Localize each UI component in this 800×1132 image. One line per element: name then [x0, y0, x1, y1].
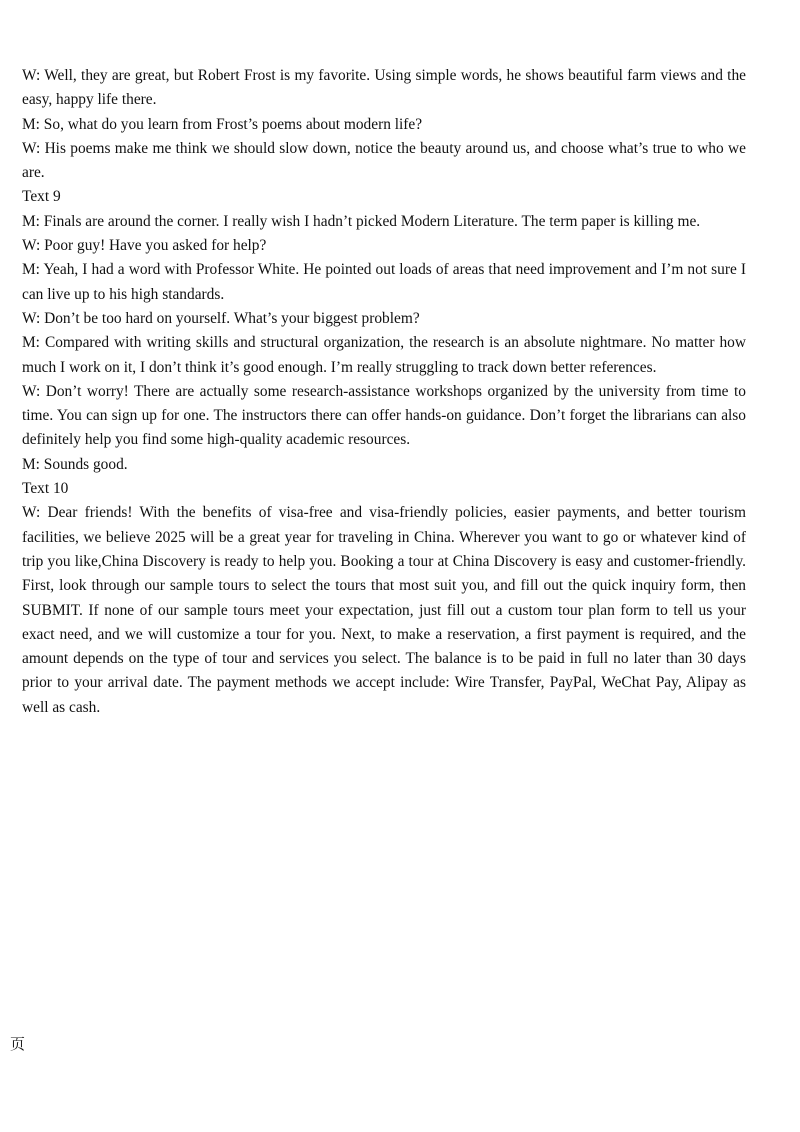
dialogue-line: W: Don’t be too hard on yourself. What’s your biggest problem? [22, 309, 420, 327]
monologue-paragraph: W: Dear friends! With the benefits of visa-free and visa-friendly policies, easier payments, and better tourism facilities, we believe 2025 will be a great year for traveling in China. Wherever you want to go or whatever kind of trip you like,China Discovery is ready to help you. Booking a tour at China Discovery is easy and customer-friendly. First, look through our sample tours to select the tours that most suit you, and fill out the quick inquiry form, then SUBMIT. If none of our sample tours meet your expectation, just fill out a custom tour plan form to tell us your exact need, and we will customize a tour for you. Next, to make a reservation, a first payment is required, and the amount depends on the type of tour and services you select. The balance is to be paid in full no later than 30 days prior to your arrival date. The payment methods we accept include: Wire Transfer, PayPal, WeChat Pay, Alipay as well as cash. [22, 504, 746, 716]
section-heading-text-9: Text 9 [22, 188, 61, 206]
dialogue-line: M: Finals are around the corner. I really wish I hadn’t picked Modern Literature. The term paper is killing me. [22, 212, 701, 230]
dialogue-line: W: His poems make me think we should slow down, notice the beauty around us, and choose what’s true to who we are. [22, 139, 746, 182]
dialogue-line: W: Don’t worry! There are actually some research-assistance workshops organized by the university from time to time. You can sign up for one. The instructors there can offer hands-on guidance. Don’t forget the librarians can also definitely help you find some high-quality academic resources. [22, 382, 746, 449]
dialogue-line: M: Yeah, I had a word with Professor White. He pointed out loads of areas that need improvement and I’m not sure I can live up to his high standards. [22, 261, 746, 303]
dialogue-line: M: Compared with writing skills and structural organization, the research is an absolute nightmare. No matter how much I work on it, I don’t think it’s good enough. I’m really struggling to track down better references. [22, 334, 746, 376]
section-heading-text-10: Text 10 [22, 480, 69, 498]
page-footer-mark: 页 [10, 1035, 26, 1053]
dialogue-line: W: Poor guy! Have you asked for help? [22, 237, 267, 255]
dialogue-line: M: So, what do you learn from Frost’s poems about modern life? [22, 115, 423, 133]
document-body [22, 64, 746, 720]
dialogue-line: M: Sounds good. [22, 455, 128, 473]
dialogue-line: W: Well, they are great, but Robert Frost is my favorite. Using simple words, he shows beautiful farm views and the easy, happy life there. [22, 67, 746, 109]
